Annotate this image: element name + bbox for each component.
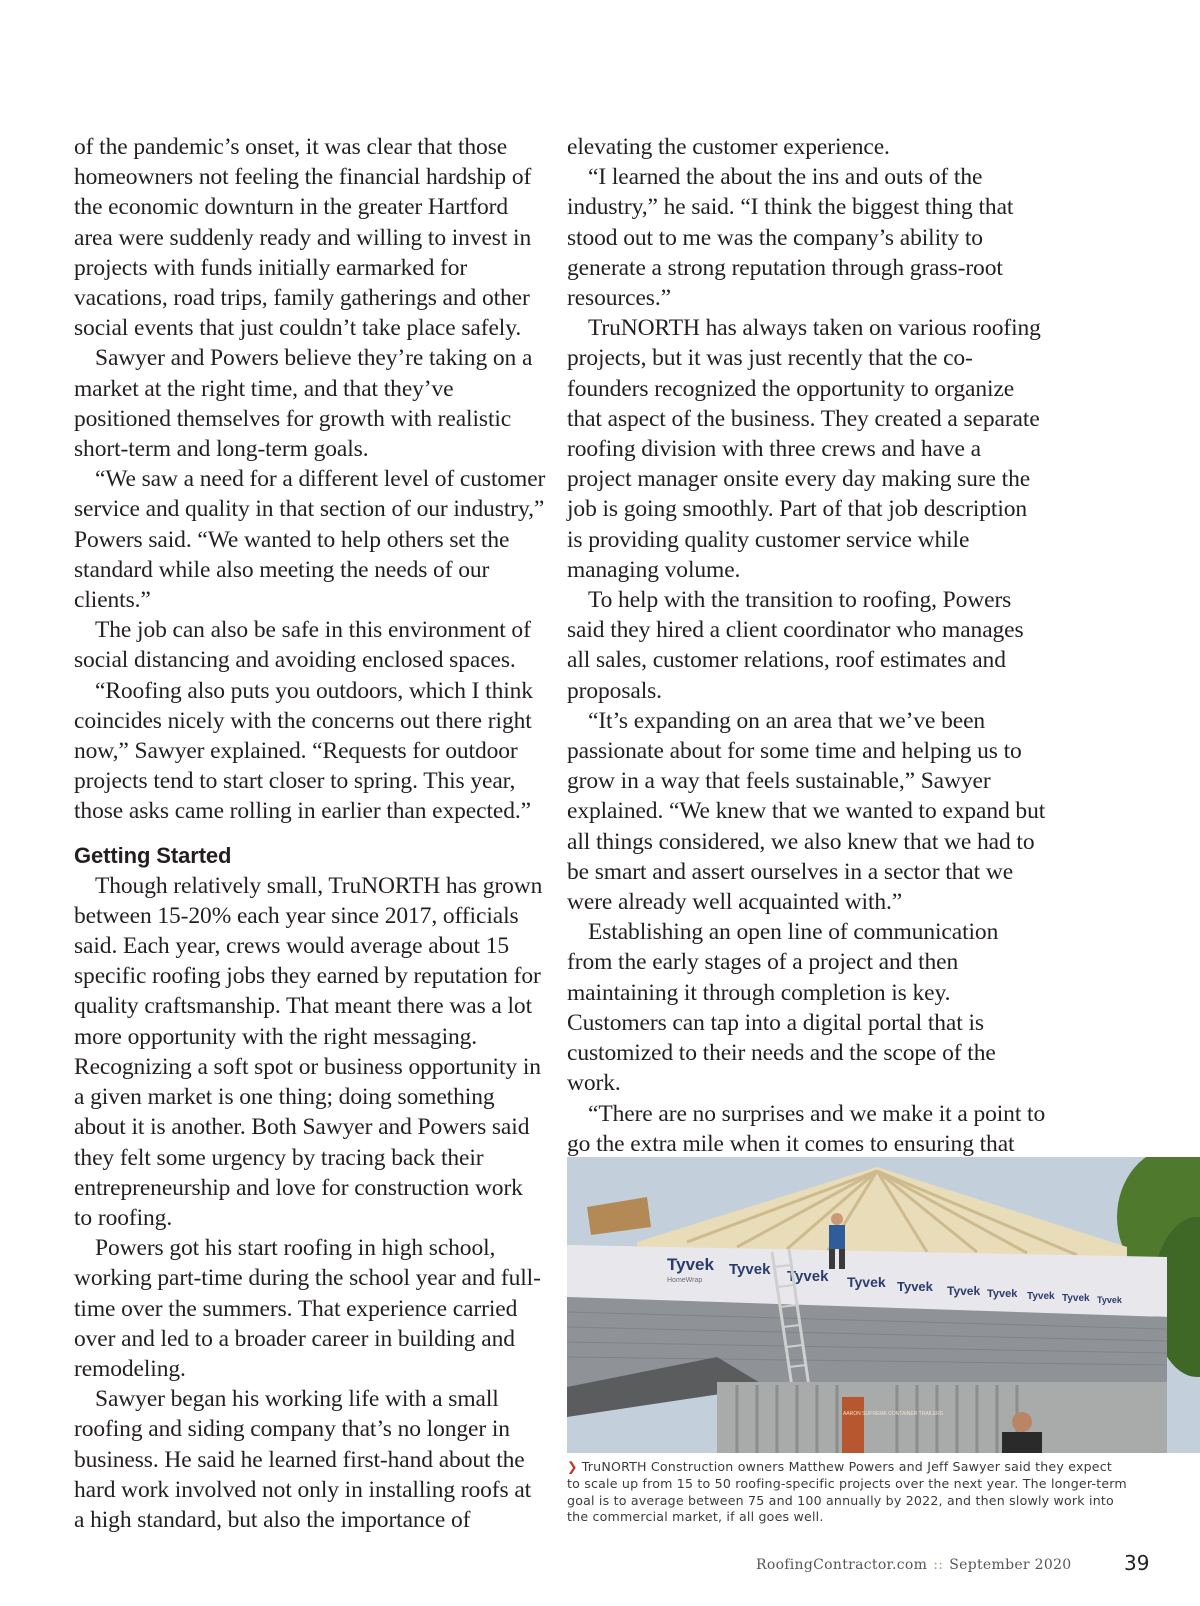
body-paragraph: “Roofing also puts you outdoors, which I think coincides nicely with the concerns out there right now,” Sawyer explained. “Requests for outdoor projects tend to start closer to spring. This year, those asks came rolling in earlier than expected.” — [74, 677, 533, 825]
body-paragraph: To help with the transition to roofing, Powers said they hired a client coordinator who manages all sales, customer relations, roof estimates and proposals. — [567, 587, 1024, 704]
body-paragraph: Though relatively small, TruNORTH has grown between 15-20% each year since 2017, officials said. Each year, crews would average about 15 specific roofing jobs they earned by reputation for quality craftsmanship. That meant there was a lot more opportunity with the right messaging. Recognizing a soft spot or business opportunity in a given market is one thing; doing something about it is another. Both Sawyer and Powers said they felt some urgency by tracing back their entrepreneurship and love for construction work to roofing. — [74, 872, 543, 1231]
issue-date: September 2020 — [949, 1557, 1072, 1573]
body-paragraph: Sawyer began his working life with a small roofing and siding company that’s no longer in business. He said he learned first-hand about the hard work involved not only in installing roofs at a high standard, but also the importance of — [74, 1386, 532, 1533]
wrap-logo: Tyvek — [729, 1261, 771, 1278]
body-paragraph: “There are no surprises and we make it a point to go the extra mile when it comes to ensuring that — [567, 1100, 1046, 1157]
wrap-logo: Tyvek — [1062, 1293, 1090, 1304]
footer-separator: :: — [933, 1557, 944, 1573]
wrap-logo: Tyvek — [987, 1288, 1018, 1300]
photo-caption — [567, 1459, 1127, 1526]
page-number: 39 — [1124, 1551, 1150, 1575]
body-paragraph: TruNORTH has always taken on various roofing projects, but it was just recently that the co-founders recognized the opportunity to organize that aspect of the business. They created a separate roofing division with three crews and have a project manager onsite every day making sure the job is going smoothly. Part of that job description is providing quality customer service while managing volume. — [567, 315, 1041, 583]
caption-marker-icon: ❯ — [567, 1459, 578, 1474]
wrap-logo: Tyvek — [667, 1255, 714, 1274]
body-paragraph: of the pandemic’s onset, it was clear that those homeowners not feeling the financial hardship of the economic downturn in the greater Hartford area were suddenly ready and willing to invest in projects with funds initially earmarked for vacations, road trips, family gatherings and other social events that just couldn’t take place safely. — [74, 134, 532, 342]
body-paragraph: Sawyer and Powers believe they’re taking on a market at the right time, and that they’ve positioned themselves for growth with realistic short-term and long-term goals. — [74, 345, 533, 463]
body-paragraph: Establishing an open line of communication from the early stages of a project and then maintaining it through completion is key. Customers can tap into a digital portal that is customized to their needs and the scope of the work. — [567, 919, 999, 1097]
section-heading: Getting Started — [74, 842, 232, 868]
body-paragraph: The job can also be safe in this environment of social distancing and avoiding enclosed spaces. — [74, 617, 531, 674]
wrap-logo: Tyvek — [787, 1268, 829, 1285]
publication-name: RoofingContractor.com — [756, 1557, 928, 1573]
caption-text: TruNORTH Construction owners Matthew Powers and Jeff Sawyer said they expect to scale up from 15 to 50 roofing-specific projects over the next year. The longer-term goal is to average between 75 and 100 annually by 2022, and then slowly work into the commercial market, if all goes well. — [567, 1459, 1127, 1525]
roofing-photo — [567, 1157, 1200, 1453]
wrap-logo: Tyvek — [1027, 1291, 1055, 1302]
body-paragraph: elevating the customer experience. — [567, 134, 890, 160]
wrap-sub-label: HomeWrap — [667, 1277, 703, 1284]
wrap-logo: Tyvek — [847, 1274, 886, 1290]
page-footer — [756, 1557, 1072, 1573]
roofing-photo-illustration — [567, 1157, 1200, 1453]
wrap-logo: Tyvek — [947, 1284, 981, 1298]
body-paragraph: Powers got his start roofing in high school, working part-time during the school year and full-time over the summers. That experience carried over and led to a broader career in building and remodeling. — [74, 1235, 541, 1382]
container-sign: AARON SUPREME CONTAINER TRAILERS — [843, 1411, 944, 1417]
wrap-logo: Tyvek — [1097, 1295, 1122, 1305]
wrap-logo: Tyvek — [897, 1279, 933, 1294]
body-paragraph: “We saw a need for a different level of customer service and quality in that section of our industry,” Powers said. “We wanted to help others set the standard while also meeting the needs of our clients.” — [74, 466, 546, 614]
body-paragraph: “I learned the about the ins and outs of the industry,” he said. “I think the biggest thing that stood out to me was the company’s ability to generate a strong reputation through grass-root resources.” — [567, 164, 1014, 312]
left-text-column — [74, 132, 546, 1535]
right-text-column — [567, 132, 1047, 1250]
body-paragraph: “It’s expanding on an area that we’ve been passionate about for some time and helping us to grow in a way that feels sustainable,” Sawyer explained. “We knew that we wanted to expand but all things considered, we also knew that we had to be smart and assert ourselves in a sector that we were already well acquainted with.” — [567, 707, 1046, 916]
